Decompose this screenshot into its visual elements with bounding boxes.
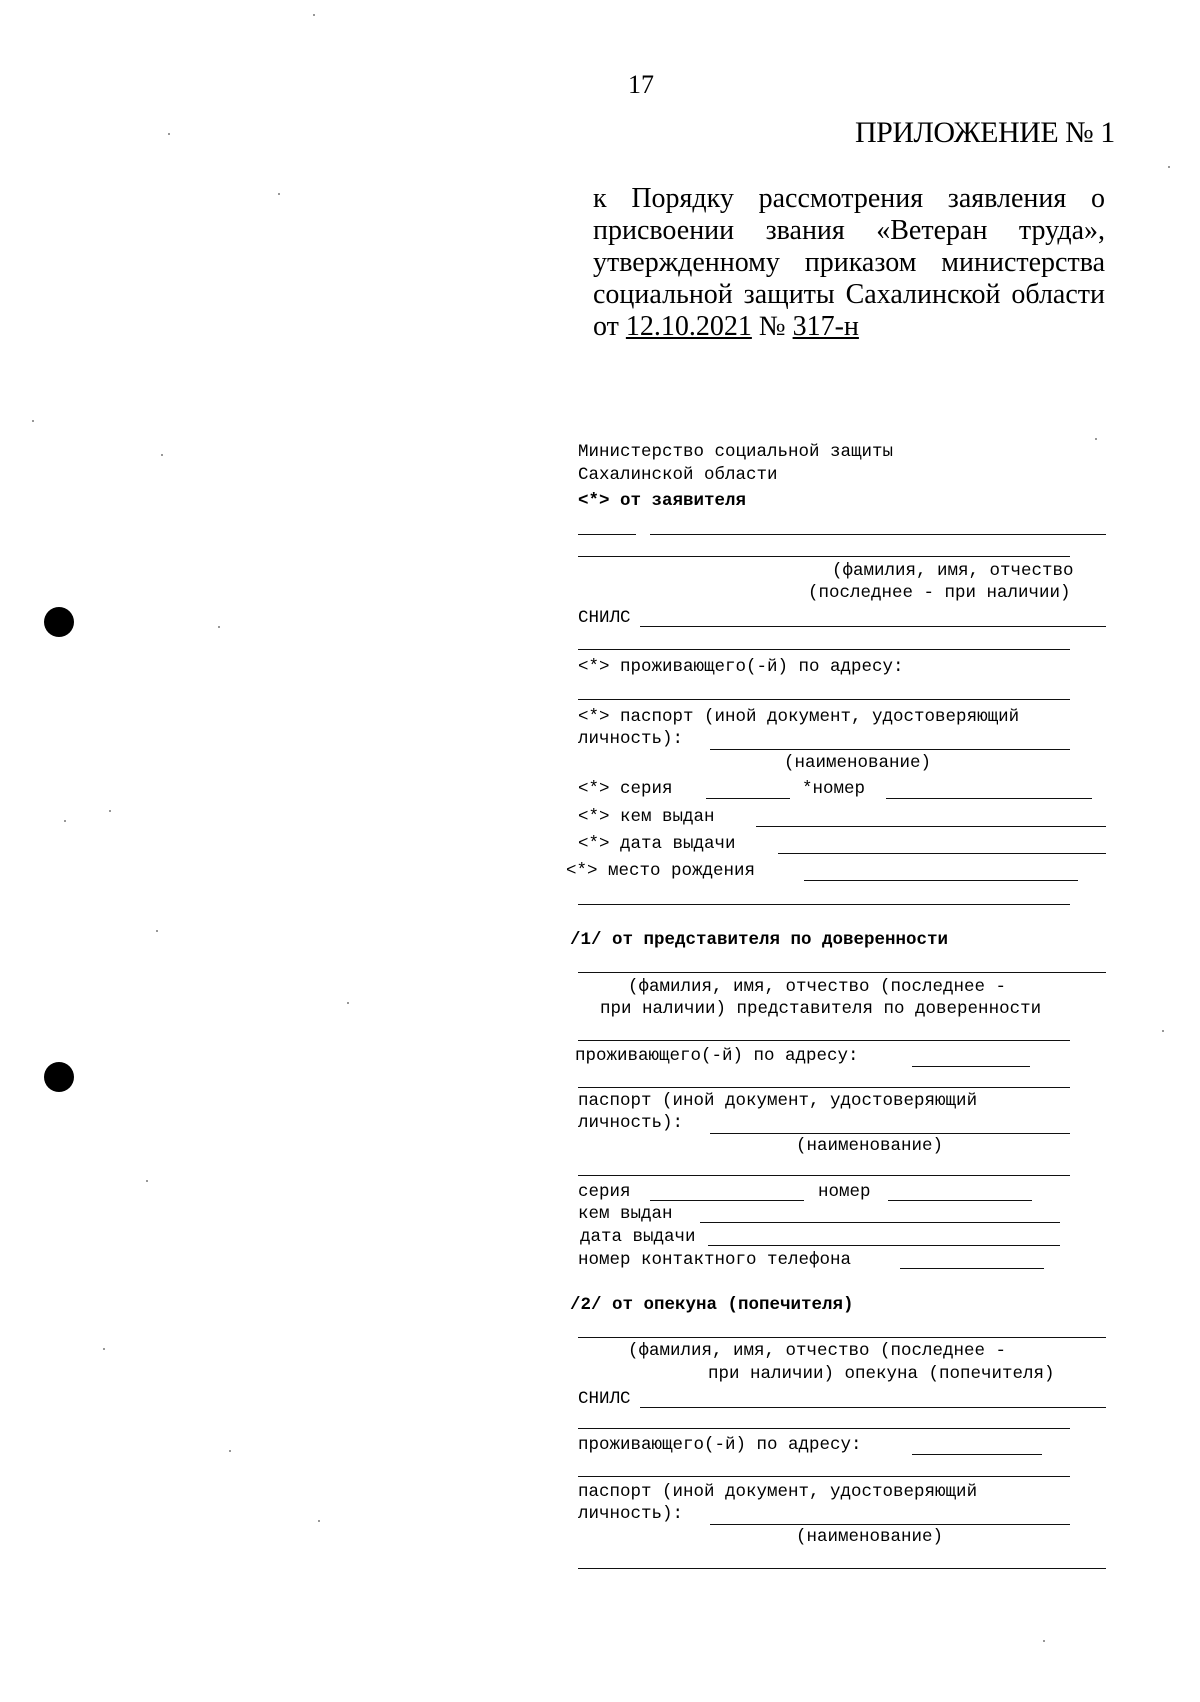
recipient-line-1: Министерство социальной защиты (578, 442, 894, 462)
representative-number-field[interactable] (888, 1200, 1032, 1201)
guardian-snils-label: СНИЛС (578, 1389, 631, 1409)
representative-heading: /1/ от представителя по доверенности (570, 930, 949, 950)
applicant-snils-field[interactable] (640, 626, 1106, 627)
punch-hole-bottom (44, 1062, 74, 1092)
appendix-intro (593, 183, 1105, 343)
representative-address-field-2[interactable] (578, 1087, 1070, 1088)
guardian-address-label: проживающего(-й) по адресу: (578, 1435, 862, 1455)
applicant-address-field[interactable] (578, 699, 1070, 700)
applicant-fio-caption: (фамилия, имя, отчество (832, 561, 1074, 581)
guardian-address-field[interactable] (912, 1454, 1042, 1455)
applicant-passport-label: <*> паспорт (иной документ, удостоверяющий (578, 707, 1020, 727)
applicant-address-label: <*> проживающего(-й) по адресу: (578, 657, 904, 677)
appendix-title: ПРИЛОЖЕНИЕ № 1 (855, 116, 1115, 149)
order-number: 317-н (792, 311, 859, 342)
intro-line: утвержденному приказом министерства (593, 247, 1105, 278)
intro-line: социальной защиты Сахалинской области (593, 279, 1105, 310)
applicant-birthplace-field[interactable] (804, 880, 1078, 881)
applicant-fio-field-a[interactable] (578, 534, 636, 535)
representative-phone-field[interactable] (900, 1268, 1044, 1269)
applicant-fio-caption-2: (последнее - при наличии) (808, 583, 1071, 603)
punch-hole-top (44, 607, 74, 637)
page-number: 17 (628, 70, 654, 99)
intro-line: к Порядку рассмотрения заявления о (593, 183, 1105, 214)
applicant-snils-field-2[interactable] (578, 649, 1070, 650)
guardian-snils-field-2[interactable] (578, 1428, 1070, 1429)
representative-issue-date-label: дата выдачи (580, 1227, 696, 1247)
applicant-birthplace-label: <*> место рождения (566, 861, 756, 881)
representative-series-label: серия (578, 1182, 631, 1202)
applicant-series-label: <*> серия (578, 779, 673, 799)
representative-fio-field-2[interactable] (578, 1040, 1070, 1041)
guardian-fio-caption: (фамилия, имя, отчество (последнее - (628, 1341, 1007, 1361)
guardian-heading: /2/ от опекуна (попечителя) (570, 1295, 854, 1315)
guardian-passport-field[interactable] (710, 1524, 1070, 1525)
intro-prefix: от (593, 311, 619, 342)
guardian-fio-field[interactable] (578, 1337, 1106, 1338)
guardian-name-caption: (наименование) (796, 1527, 944, 1547)
applicant-snils-label: СНИЛС (578, 608, 631, 628)
representative-number-label: номер (818, 1182, 871, 1202)
applicant-passport-field[interactable] (710, 749, 1070, 750)
representative-series-field[interactable] (650, 1200, 804, 1201)
applicant-passport-label-2: личность): (578, 729, 684, 749)
representative-issued-by-field[interactable] (700, 1222, 1060, 1223)
applicant-fio-field-b[interactable] (650, 534, 1106, 535)
representative-address-label: проживающего(-й) по адресу: (575, 1046, 859, 1066)
guardian-snils-field[interactable] (640, 1407, 1106, 1408)
number-sign: № (758, 311, 786, 342)
intro-line: присвоении звания «Ветеран труда», (593, 215, 1105, 246)
representative-issued-by-label: кем выдан (578, 1204, 673, 1224)
representative-name-caption: (наименование) (796, 1136, 944, 1156)
representative-fio-caption-2: при наличии) представителя по доверенности (600, 999, 1042, 1019)
guardian-passport-label: паспорт (иной документ, удостоверяющий (578, 1482, 978, 1502)
applicant-fio-field-c[interactable] (578, 556, 1070, 557)
recipient-line-2: Сахалинской области (578, 465, 778, 485)
applicant-name-caption: (наименование) (784, 753, 932, 773)
representative-passport-field[interactable] (710, 1133, 1070, 1134)
guardian-fio-caption-2: при наличии) опекуна (попечителя) (708, 1364, 1055, 1384)
applicant-issue-date-label: <*> дата выдачи (578, 834, 736, 854)
representative-phone-label: номер контактного телефона (578, 1250, 852, 1270)
guardian-passport-label-2: личность): (578, 1504, 684, 1524)
order-date: 12.10.2021 (625, 311, 752, 342)
applicant-issued-by-label: <*> кем выдан (578, 807, 715, 827)
representative-address-field[interactable] (912, 1066, 1030, 1067)
guardian-passport-field-2[interactable] (578, 1568, 1106, 1569)
intro-line-order-ref (593, 311, 1105, 343)
representative-passport-field-2[interactable] (578, 1175, 1070, 1176)
applicant-series-field[interactable] (706, 798, 790, 799)
representative-passport-label-2: личность): (578, 1113, 684, 1133)
representative-fio-field[interactable] (578, 972, 1106, 973)
representative-passport-label: паспорт (иной документ, удостоверяющий (578, 1091, 978, 1111)
applicant-number-field[interactable] (886, 798, 1092, 799)
representative-fio-caption: (фамилия, имя, отчество (последнее - (628, 977, 1007, 997)
applicant-issued-by-field[interactable] (756, 826, 1106, 827)
guardian-address-field-2[interactable] (578, 1476, 1070, 1477)
applicant-issue-date-field[interactable] (778, 853, 1106, 854)
applicant-number-label: *номер (802, 779, 866, 799)
representative-issue-date-field[interactable] (708, 1245, 1060, 1246)
applicant-heading: <*> от заявителя (578, 491, 747, 511)
applicant-birthplace-field-2[interactable] (578, 904, 1070, 905)
